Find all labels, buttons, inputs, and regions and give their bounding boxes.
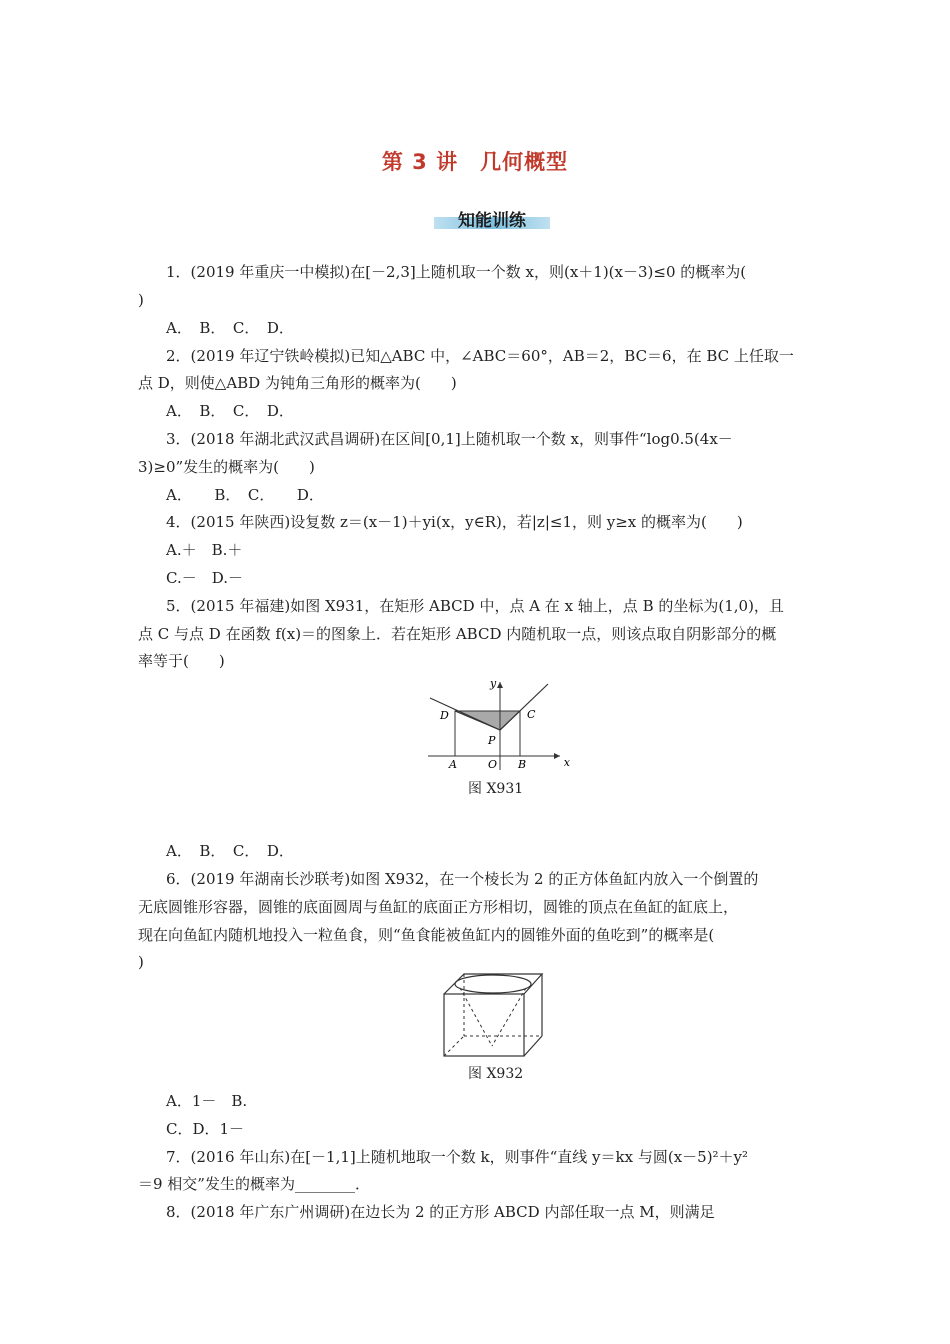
cube-front-face bbox=[444, 994, 524, 1056]
q6-line3: 现在向鱼缸内随机地投入一粒鱼食，则“鱼食能被鱼缸内的圆锥外面的鱼吃到”的概率是( bbox=[138, 926, 715, 944]
q4-line1: 4．(2015 年陕西)设复数 z＝(x－1)＋yi(x，y∈R)，若|z|≤1，则 y≥x 的概率为( ) bbox=[166, 513, 743, 531]
banner-label: 知能训练 bbox=[458, 211, 526, 231]
label-x: x bbox=[563, 756, 570, 769]
q5-line1: 5．(2015 年福建)如图 X931，在矩形 ABCD 中，点 A 在 x 轴上，点 B 的坐标为(1,0)，且 bbox=[166, 597, 784, 615]
q1-line1: 1．(2019 年重庆一中模拟)在[－2,3]上随机取一个数 x，则(x＋1)(x－3)≤0 的概率为( bbox=[166, 263, 747, 281]
q6-line4: ) bbox=[138, 953, 144, 971]
page-title: 第 3 讲 几何概型 bbox=[381, 150, 569, 174]
section-banner bbox=[434, 206, 550, 230]
y-axis-arrow bbox=[497, 682, 503, 688]
cube-bottom-right-edge bbox=[524, 1036, 542, 1056]
q5-line3: 率等于( ) bbox=[138, 652, 225, 670]
q6-line1: 6．(2019 年湖南长沙联考)如图 X932，在一个棱长为 2 的正方体鱼缸内放入一个倒置的 bbox=[166, 870, 759, 888]
figure-x931-caption: 图 X931 bbox=[468, 781, 524, 797]
figure-x932 bbox=[438, 968, 548, 1060]
label-b: B bbox=[518, 758, 527, 771]
q6-options-row2: C．D．1－ bbox=[166, 1120, 245, 1138]
q1-options: A． B． C． D． bbox=[166, 319, 294, 337]
cone-base-circle bbox=[455, 975, 531, 993]
cone-right-slant bbox=[492, 988, 526, 1046]
label-o: O bbox=[488, 758, 498, 771]
q4-options-row1: A.＋ B.＋ bbox=[166, 541, 243, 559]
q4-options-row2: C.－ D.－ bbox=[166, 569, 243, 587]
q7-line1: 7．(2016 年山东)在[－1,1]上随机地取一个数 k，则事件“直线 y＝kx 与圆(x－5)²＋y² bbox=[166, 1148, 749, 1166]
q7-line2: ＝9 相交”发生的概率为________． bbox=[138, 1175, 370, 1193]
q3-line2: 3)≥0”发生的概率为( ) bbox=[138, 458, 315, 476]
q8-line1: 8．(2018 年广东广州调研)在边长为 2 的正方形 ABCD 内部任取一点 M，则满足 bbox=[166, 1203, 715, 1221]
label-y: y bbox=[490, 677, 497, 690]
q2-line1: 2．(2019 年辽宁铁岭模拟)已知△ABC 中，∠ABC＝60°，AB＝2，BC＝6，在 BC 上任取一 bbox=[166, 347, 794, 365]
q3-line1: 3．(2018 年湖北武汉武昌调研)在区间[0,1]上随机取一个数 x，则事件“log0.5(4x－ bbox=[166, 430, 733, 448]
x-axis-arrow bbox=[554, 753, 560, 759]
q3-options: A． B． C． D． bbox=[166, 486, 324, 504]
figure-x931 bbox=[420, 674, 570, 774]
label-p: P bbox=[488, 734, 496, 747]
cube-hidden-left-bottom bbox=[444, 1036, 464, 1056]
cone-left-slant bbox=[460, 988, 492, 1046]
label-d: D bbox=[440, 709, 449, 722]
q6-options-row1: A．1－ B. bbox=[166, 1092, 248, 1110]
cube-top-edges bbox=[444, 974, 542, 994]
figure-x932-caption: 图 X932 bbox=[468, 1066, 524, 1082]
q2-options: A． B． C． D． bbox=[166, 402, 294, 420]
q5-line2: 点 C 与点 D 在函数 f(x)＝的图象上．若在矩形 ABCD 内随机取一点，则该点取自阴影部分的概 bbox=[138, 625, 777, 643]
label-c: C bbox=[527, 708, 536, 721]
label-a: A bbox=[449, 758, 457, 771]
q1-line2: ) bbox=[138, 291, 144, 309]
q6-line2: 无底圆锥形容器，圆锥的底面圆周与鱼缸的底面正方形相切，圆锥的顶点在鱼缸的缸底上， bbox=[138, 898, 739, 916]
q2-line2: 点 D，则使△ABD 为钝角三角形的概率为( ) bbox=[138, 374, 457, 392]
q5-options: A． B． C． D． bbox=[166, 842, 294, 860]
